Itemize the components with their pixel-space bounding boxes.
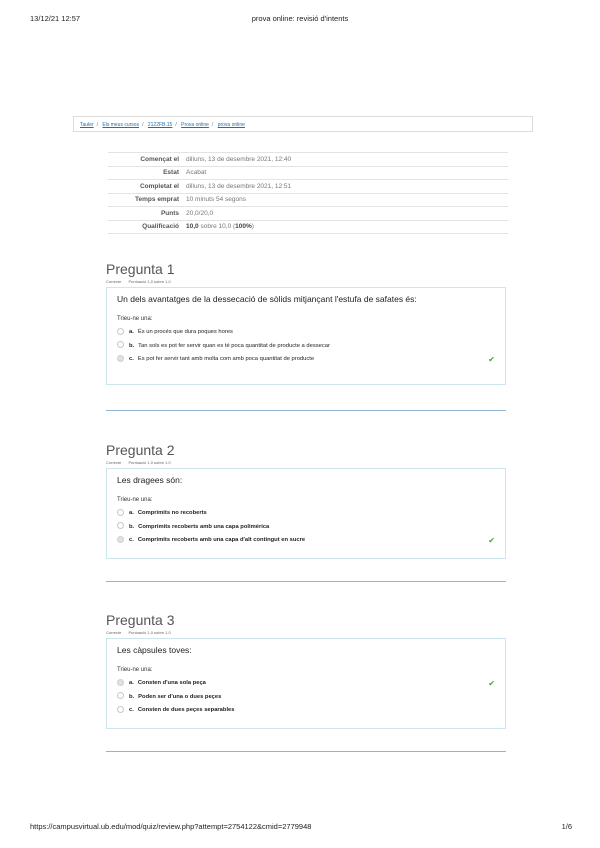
- summary-row-state: [108, 166, 508, 180]
- breadcrumb-link-section[interactable]: Prova online: [181, 122, 209, 128]
- option-c[interactable]: [117, 353, 495, 367]
- option-text: És un procés que dura poques hores: [137, 329, 233, 335]
- question-box: [106, 638, 506, 729]
- radio-button-selected[interactable]: [117, 679, 124, 686]
- question-box: [106, 287, 506, 385]
- question-title: Pregunta 2: [106, 442, 175, 458]
- option-letter: a.: [129, 510, 134, 516]
- question-text: Les dragees són:: [117, 475, 183, 485]
- option-c[interactable]: [117, 534, 495, 548]
- breadcrumb-link-tauler[interactable]: Tauler: [80, 122, 94, 128]
- question-divider: [106, 410, 506, 411]
- option-letter: b.: [129, 342, 135, 349]
- option-text: Comprimits recoberts amb una capa polimèrica: [138, 523, 270, 530]
- radio-button-selected[interactable]: [117, 355, 124, 362]
- grade-end: ): [251, 223, 254, 231]
- question-3: [106, 612, 506, 729]
- question-divider: [106, 581, 506, 582]
- option-text: Comprimits no recoberts: [137, 510, 207, 516]
- grade-value: 10,0: [186, 223, 199, 231]
- option-letter: a.: [129, 680, 134, 686]
- summary-label: Punts: [160, 209, 179, 217]
- radio-button-selected[interactable]: [117, 536, 124, 543]
- option-a[interactable]: [117, 507, 495, 521]
- summary-row-points: [108, 207, 508, 221]
- summary-row-time: [108, 193, 508, 207]
- option-text: Consten de dues peçes separables: [137, 707, 235, 713]
- radio-button[interactable]: [117, 692, 124, 699]
- summary-value: dilluns, 13 de desembre 2021, 12:51: [186, 182, 292, 190]
- option-letter: c.: [129, 356, 134, 362]
- summary-label: Qualificació: [142, 223, 179, 231]
- summary-value: 20,0/20,0: [186, 209, 214, 217]
- question-box: [106, 468, 506, 559]
- summary-value: Acabat: [186, 169, 207, 177]
- summary-value: [185, 220, 508, 234]
- option-letter: b.: [129, 693, 135, 700]
- question-text: Les càpsules toves:: [117, 645, 192, 655]
- question-prompt: Trieu-ne una:: [117, 497, 153, 503]
- question-status: Correcte: [106, 460, 122, 465]
- grade-mid: sobre 10,0 (: [198, 223, 236, 231]
- summary-label: Començat el: [140, 155, 179, 163]
- radio-button[interactable]: [117, 706, 124, 713]
- option-letter: b.: [129, 523, 135, 530]
- summary-row-grade: [108, 220, 508, 234]
- breadcrumb-link-courses[interactable]: Els meus cursos: [102, 122, 140, 128]
- check-icon: ✔: [488, 355, 495, 364]
- radio-button[interactable]: [117, 328, 124, 335]
- question-score: Puntuació 1,0 sobre 1,0: [128, 460, 171, 465]
- check-icon: ✔: [488, 536, 495, 545]
- question-1: [106, 261, 506, 385]
- option-text: Es pot fer servir tant amb molta com amb poca quantitat de producte: [137, 356, 315, 362]
- question-text: Un dels avantatges de la dessecació de sòlids mitjançant l'estufa de safates és:: [117, 294, 417, 304]
- option-c[interactable]: [117, 704, 495, 718]
- print-url: https://campusvirtual.ub.edu/mod/quiz/review.php?attempt=2754122&cmid=2779948: [30, 822, 312, 831]
- summary-row-started: [108, 153, 508, 167]
- question-prompt: Trieu-ne una:: [117, 667, 153, 673]
- question-prompt: Trieu-ne una:: [117, 316, 153, 322]
- question-score: Puntuació 1,0 sobre 1,0: [128, 279, 171, 284]
- summary-row-completed: [108, 180, 508, 194]
- question-meta: [106, 279, 506, 284]
- grade-percent: 100%: [235, 223, 252, 231]
- summary-value: 10 minuts 54 segons: [186, 196, 246, 204]
- question-title: Pregunta 3: [106, 612, 175, 628]
- print-page-number: 1/6: [561, 822, 572, 831]
- question-meta: [106, 460, 506, 465]
- question-score: Puntuació 1,0 sobre 1,0: [128, 630, 171, 635]
- breadcrumb-link-course[interactable]: 2122FB.15: [147, 122, 173, 128]
- breadcrumb-link-quiz[interactable]: prova online: [217, 122, 245, 128]
- summary-label: Completat el: [139, 182, 179, 190]
- option-letter: a.: [129, 329, 134, 335]
- option-text: Tan sols es pot fer servir quan es té poca quantitat de producte a dessecar: [138, 342, 330, 349]
- print-datetime: 13/12/21 12:57: [30, 14, 81, 23]
- summary-value: dilluns, 13 de desembre 2021, 12:40: [186, 155, 292, 163]
- option-b[interactable]: [117, 691, 495, 705]
- print-title: prova online: revisió d'intents: [251, 14, 349, 23]
- summary-label: Temps emprat: [135, 196, 179, 204]
- option-letter: c.: [129, 537, 134, 543]
- option-b[interactable]: [117, 521, 495, 535]
- attempt-summary-table: [108, 152, 508, 234]
- option-letter: c.: [129, 707, 134, 713]
- radio-button[interactable]: [117, 341, 124, 348]
- check-icon: ✔: [488, 679, 495, 688]
- option-b[interactable]: [117, 340, 495, 354]
- breadcrumb: Tauler / Els meus cursos / 2122FB.15 / Prova online / prova online: [73, 116, 533, 132]
- radio-button[interactable]: [117, 522, 124, 529]
- radio-button[interactable]: [117, 509, 124, 516]
- option-text: Comprimits recoberts amb una capa d'alt contingut en sucre: [137, 537, 306, 543]
- question-title: Pregunta 1: [106, 261, 175, 277]
- option-a[interactable]: [117, 326, 495, 340]
- question-divider: [106, 751, 506, 752]
- option-text: Poden ser d'una o dues peçes: [138, 693, 222, 700]
- question-2: [106, 442, 506, 559]
- option-a[interactable]: [117, 677, 495, 691]
- summary-label: Estat: [163, 169, 179, 177]
- question-status: Correcte: [106, 279, 122, 284]
- option-text: Consten d'una sola peça: [137, 680, 206, 686]
- question-status: Correcte: [106, 630, 122, 635]
- question-meta: [106, 630, 506, 635]
